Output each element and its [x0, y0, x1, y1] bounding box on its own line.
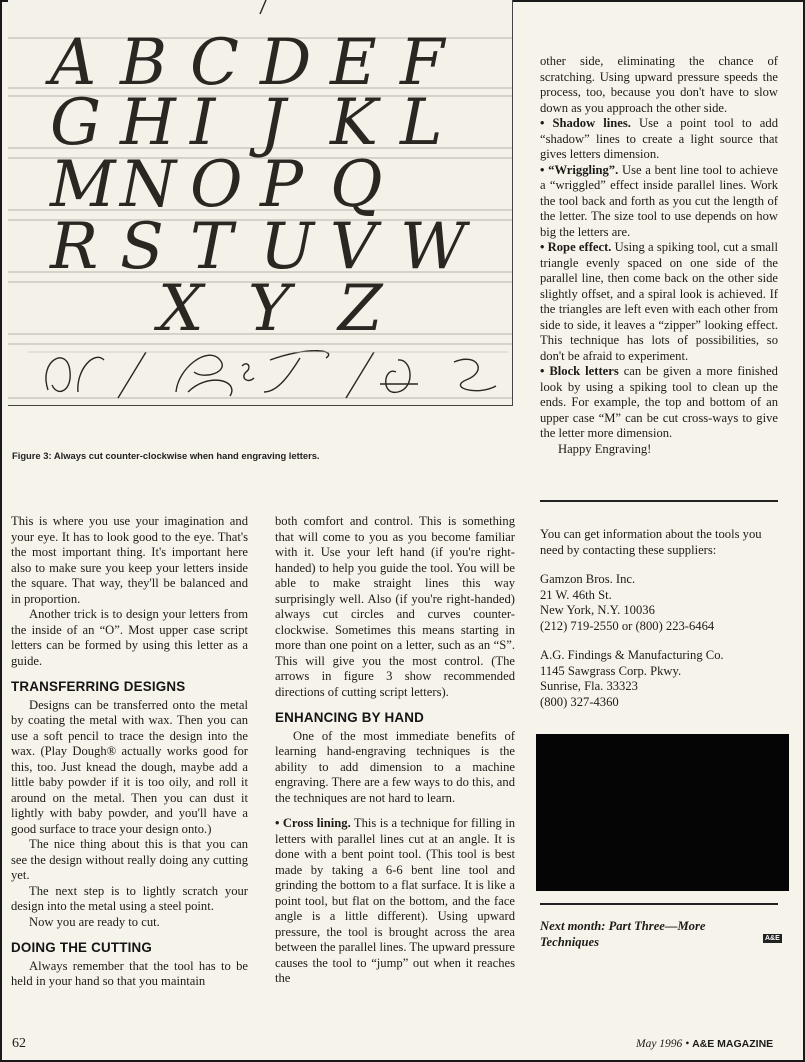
column-3 — [540, 54, 778, 457]
section-divider — [540, 500, 778, 502]
script-letter: U — [260, 210, 314, 284]
supplier-1-address: 21 W. 46th St. — [540, 587, 612, 602]
magazine-name: A&E MAGAZINE — [692, 1038, 774, 1050]
script-letter: Z — [338, 272, 383, 346]
arrow-stroke — [260, 0, 266, 14]
paragraph-block-letters — [540, 364, 778, 442]
term-shadow-lines: • Shadow lines. — [540, 116, 631, 130]
paragraph: This is where you use your imagination and your eye. It has to look good to the eye. That's the most important thing. It's important here also to make sure you keep your letters inside the square. That way, they'll be balanced and in proportion. — [11, 514, 248, 606]
paragraph: Always remember that the tool has to be held in your hand so that you maintain — [11, 958, 248, 988]
supplier-1-phone: (212) 719-2550 or (800) 223-6464 — [540, 618, 715, 633]
next-month-teaser: Next month: Part Three—More Techniques — [540, 919, 706, 949]
alphabet-illustration — [8, 0, 512, 405]
paragraph: other side, eliminating the chance of scratching. Using upward pressure speeds the process, too, because you don't have to slow down as you approach the other side. — [540, 54, 778, 115]
paragraph: Designs can be transferred onto the metal by coating the metal with wax. Then you can use a soft pencil to trace the design into the wax. (Play Dough® actually works good for this, too. Just knead the dough, maybe add a little baby powder if it is too oily, and roll it around on the metal. Then you can dust it lightly with baby powder, and you'll have a good surface to trace your design onto.) — [11, 697, 248, 836]
paragraph: The next step is to lightly scratch your design into the metal using a steel point. — [11, 883, 248, 913]
script-letter: T — [190, 210, 233, 284]
script-letter: V — [330, 210, 377, 284]
heading-enhancing-by-hand: ENHANCING BY HAND — [275, 710, 424, 725]
term-cross-lining: • Cross lining. — [275, 816, 351, 830]
script-letter: N — [120, 148, 176, 222]
script-letter: B — [120, 26, 168, 100]
paragraph: both comfort and control. This is something that will come to you as you become familiar with it. Use your left hand (if you're right-handed) to help you guide the tool. You will be able to make straight lines this way surprisingly well. Also (if you're right-handed) always cut circles and curves counter-clockwise. Sometimes this means starting in more than one point on a letter, such as an “S”. This will give you the most control. (The arrows in figure 3 show recommended directions of cutting script letters). — [275, 514, 515, 699]
script-letter: E — [330, 26, 377, 100]
script-letter: L — [400, 86, 443, 160]
next-month-divider — [540, 903, 778, 905]
script-alphabet-figure — [8, 0, 513, 406]
suppliers-section — [540, 527, 778, 710]
script-letter: M — [50, 148, 116, 222]
paragraph: Now you are ready to cut. — [29, 914, 160, 929]
script-letter: X — [158, 272, 204, 346]
cutting-strokes-row — [28, 351, 508, 398]
script-letter: J — [260, 86, 286, 160]
script-letter: Q — [330, 148, 383, 222]
script-letter: I — [190, 86, 216, 160]
heading-transferring-designs: TRANSFERRING DESIGNS — [11, 679, 186, 694]
ae-end-mark-logo: A&E — [765, 935, 780, 942]
supplier-1-name: Gamzon Bros. Inc. — [540, 572, 636, 586]
figure-caption: Figure 3: Always cut counter-clockwise when hand engraving letters. — [12, 450, 320, 461]
term-wriggling: • “Wriggling”. — [540, 162, 619, 177]
script-letter: H — [120, 86, 176, 160]
script-letter: K — [330, 86, 378, 160]
term-rope-effect: • Rope effect. — [540, 240, 612, 254]
script-letter: D — [260, 26, 312, 100]
rope-effect-text: Using a spiking tool, cut a small triangle evenly spaced on one side of the parallel line, then come back on the other side slightly offset, and a spiral look is achieved. If the triangles are left even with each other from side to side, it leaves a “zipper” looking effect. This technique has lots of possibilities, so don't be afraid to experiment. — [540, 240, 778, 363]
column-1 — [11, 514, 248, 990]
cross-lining-text: This is a technique for filling in letters with parallel lines cut at an angle. It is done with a bent point tool. (This tool is best made by taking a 6-6 bent line tool and grinding the bottom to a flat surface. It is like a point tool, but flat on the bottom, and the face angle is a little different). Using upward pressure, the tool is brought across the area between the parallel lines. The upward pressure causes the tool to “jump” out when it reaches the — [275, 816, 516, 985]
supplier-2-name: A.G. Findings & Manufacturing Co. — [540, 648, 724, 662]
script-letter: P — [260, 148, 304, 222]
column-2 — [275, 514, 515, 987]
alphabet-letters — [45, 26, 471, 346]
paragraph-wriggling — [540, 163, 778, 241]
closing-line: Happy Engraving! — [558, 441, 652, 456]
script-letter: O — [190, 148, 243, 222]
supplier-2-address: 1145 Sawgrass Corp. Pkwy. — [540, 663, 682, 678]
script-letter: W — [400, 210, 466, 284]
suppliers-intro: You can get information about the tools you need by contacting these suppliers: — [540, 527, 762, 557]
paragraph: One of the most immediate benefits of learning hand-engraving techniques is the ability to add dimension to a machine engraving. There are a few ways to do this, and the techniques are not hard to learn. — [275, 728, 515, 805]
block-letters-text: can be given a more finished look by using a spiking tool to clean up the ends. For example, the top and bottom of an upper case “M” can be cut cross-ways to give the letter more dimension. — [540, 364, 778, 440]
footer-issue: May 1996 • A&E MAGAZINE — [636, 1038, 774, 1050]
script-letter: S — [120, 210, 164, 284]
script-letter: A — [50, 26, 97, 100]
script-letter: F — [400, 26, 445, 100]
paragraph-rope-effect — [540, 240, 778, 364]
paragraph-shadow-lines — [540, 116, 778, 163]
dark-image-block — [536, 734, 789, 891]
supplier-1-city: New York, N.Y. 10036 — [540, 603, 655, 617]
script-letter: G — [50, 86, 102, 160]
script-letter: R — [50, 210, 99, 284]
paragraph: Another trick is to design your letters from the inside of an “O”. Most upper case script letters can be formed by using this letter as a guide. — [11, 607, 248, 668]
supplier-2-phone: (800) 327-4360 — [540, 694, 619, 709]
heading-doing-the-cutting: DOING THE CUTTING — [11, 940, 153, 955]
shadow-lines-text: Use a point tool to add “shadow” lines to create a light source that gives letters dimension. — [540, 116, 778, 161]
term-block-letters: • Block letters — [540, 364, 619, 378]
wriggling-text: Use a bent line tool to achieve a “wriggled” effect inside parallel lines. Work the tool back and forth as you cut the length of the letter. The size tool to use depends on how big the letters are. — [540, 162, 778, 239]
paragraph: The nice thing about this is that you can see the design without really doing any cutting yet. — [11, 837, 248, 882]
page-number: 62 — [12, 1036, 26, 1051]
script-letter: Y — [248, 272, 291, 346]
paragraph-cross-lining — [275, 816, 515, 987]
issue-date: May 1996 — [636, 1038, 683, 1050]
supplier-2-city: Sunrise, Fla. 33323 — [540, 679, 638, 693]
script-letter: C — [190, 26, 239, 100]
